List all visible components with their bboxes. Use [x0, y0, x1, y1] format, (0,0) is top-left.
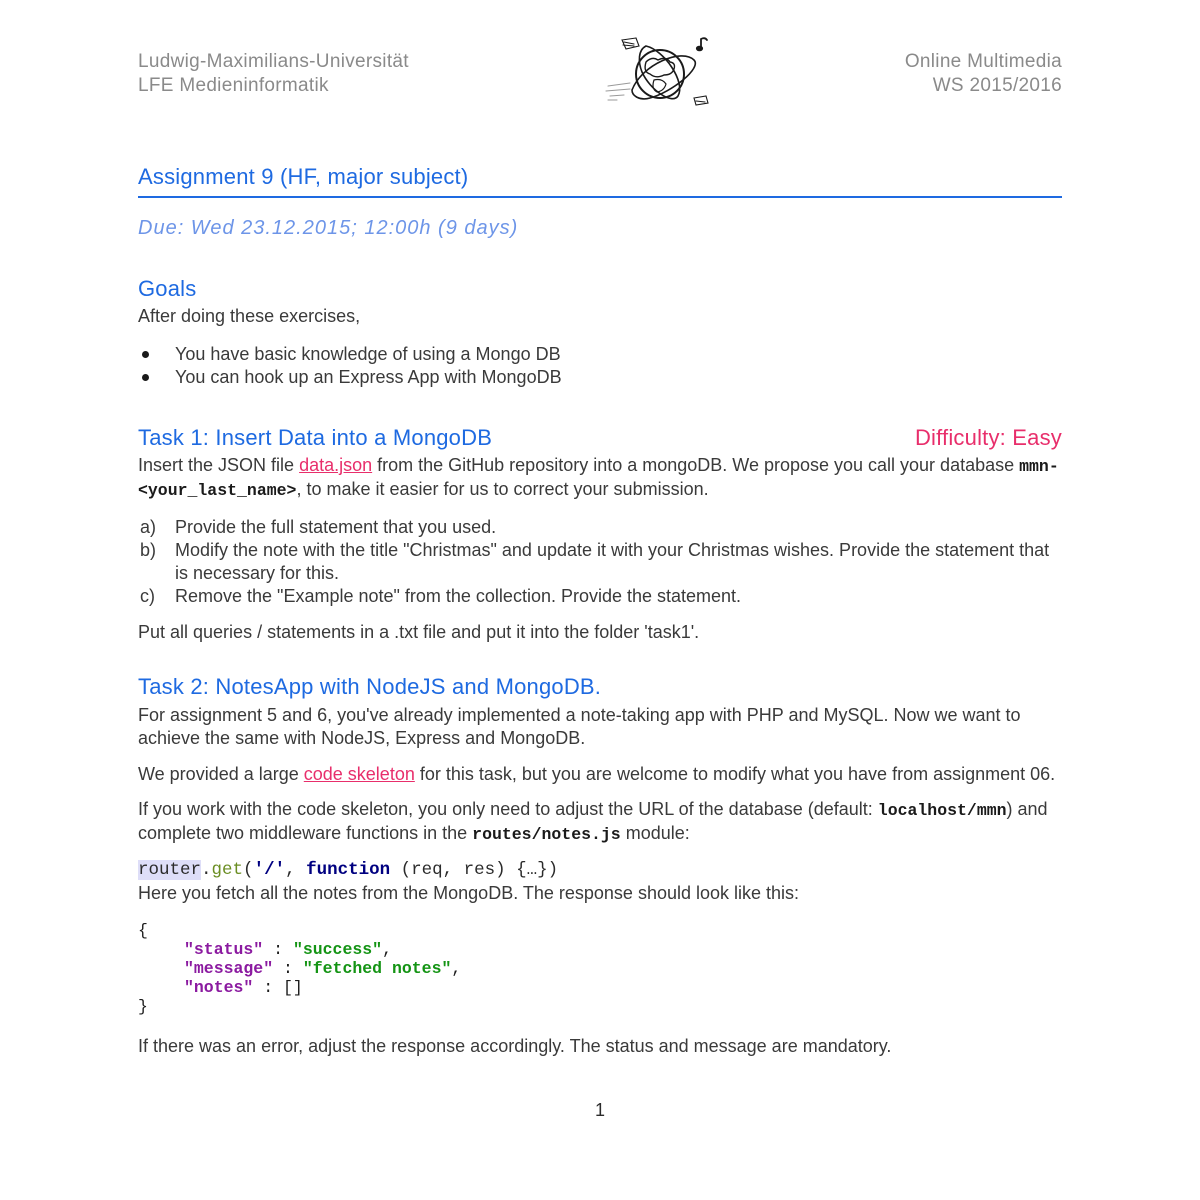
subtask-item-a: [138, 516, 1062, 539]
institution-name: Ludwig-Maximilians-Universität: [138, 51, 409, 72]
goal-text: You can hook up an Express App with MongoDB: [175, 367, 562, 387]
json-key: "status": [184, 940, 264, 959]
course-name: Online Multimedia: [904, 51, 1062, 72]
json-sep: :: [273, 959, 303, 978]
goals-heading: Goals: [138, 276, 197, 301]
task2-heading: Task 2: NotesApp with NodeJS and MongoDB.: [138, 674, 602, 699]
code-skeleton-link[interactable]: code skeleton: [303, 764, 415, 784]
json-punct: ,: [382, 940, 392, 959]
task2-p3-text: ) and complete two middleware functions in the: [138, 799, 1048, 843]
subtask-text: Modify the note with the title "Christmas" and update it with your Christmas wishes. Provide the statement that is necessary for this.: [175, 540, 1050, 583]
task2-p2-text: for this task, but you are welcome to modify what you have from assignment 06.: [414, 764, 1056, 784]
subtask-label: a): [140, 517, 157, 537]
task1-heading-row: [138, 425, 1062, 451]
json-line: [138, 959, 1062, 978]
json-sep: :: [263, 940, 293, 959]
task1-outro: Put all queries / statements in a .txt file and put it into the folder 'task1'.: [138, 622, 700, 642]
json-line: [138, 978, 1062, 997]
db-url-code: localhost/mmn: [877, 801, 1007, 820]
task1-intro-text: , to make it easier for us to correct your submission.: [296, 479, 709, 499]
bullet-icon: [142, 374, 149, 381]
code-keyword-token: function: [306, 860, 391, 880]
semester-label: WS 2015/2016: [932, 75, 1062, 96]
header-right: [905, 50, 1062, 98]
goal-item: [138, 366, 1062, 389]
task1-intro: [138, 454, 1062, 502]
code-caption: Here you fetch all the notes from the MongoDB. The response should look like this:: [138, 883, 800, 903]
task2-paragraph-1: For assignment 5 and 6, you've already implemented a note-taking app with PHP and MySQL. Now we want to achieve the same with NodeJS, Express and MongoDB.: [138, 705, 1021, 748]
router-get-code-line: [138, 859, 1062, 882]
json-value: "success": [292, 940, 383, 959]
task1-subtask-list: [138, 516, 1062, 608]
json-open-brace: {: [138, 921, 148, 940]
goals-list: [138, 343, 1062, 389]
subtask-text: Provide the full statement that you used.: [175, 517, 497, 537]
task2-paragraph-2: [138, 763, 1062, 786]
task1-heading: Task 1: Insert Data into a MongoDB: [138, 425, 493, 450]
database-name-code: mmn-<your_last_name>: [138, 457, 1059, 500]
task1-intro-text: Insert the JSON file: [138, 455, 300, 475]
code-path-token: '/': [253, 860, 286, 880]
task2-p3-text: If you work with the code skeleton, you only need to adjust the URL of the database (default:: [138, 799, 878, 819]
data-json-link[interactable]: data.json: [299, 455, 373, 475]
json-line: [138, 940, 1062, 959]
goal-text: You have basic knowledge of using a Mongo DB: [175, 344, 561, 364]
subtask-item-b: [138, 539, 1062, 585]
task1-difficulty-badge: Difficulty: Easy: [914, 425, 1062, 450]
code-rest-token: (req, res) {…}): [390, 860, 559, 880]
task2-p3-text: module:: [620, 823, 690, 843]
code-object-token: router: [138, 860, 202, 880]
json-key: "message": [184, 959, 274, 978]
json-sep: :: [253, 978, 284, 997]
subtask-item-c: [138, 585, 1062, 608]
document-header: [138, 50, 1062, 116]
page-number: 1: [594, 1100, 605, 1120]
json-key: "notes": [184, 978, 254, 997]
module-path-code: routes/notes.js: [472, 825, 621, 844]
code-punct: ,: [285, 860, 307, 880]
task2-paragraph-3: [138, 798, 1062, 846]
code-punct: (: [243, 860, 254, 880]
assignment-title: Assignment 9 (HF, major subject): [138, 164, 469, 189]
globe-music-logo-icon: [602, 34, 712, 116]
json-punct: ,: [451, 959, 462, 978]
department-name: LFE Medieninformatik: [138, 75, 329, 96]
json-close-brace: }: [138, 997, 148, 1016]
task1-intro-text: from the GitHub repository into a mongoDB. We propose you call your database: [372, 455, 1020, 475]
code-punct: .: [201, 860, 212, 880]
json-punct: []: [283, 978, 303, 997]
json-response-block: [138, 921, 1062, 1016]
task2-outro: If there was an error, adjust the response accordingly. The status and message are mandatory.: [138, 1036, 892, 1056]
task2-p2-text: We provided a large: [138, 764, 304, 784]
goals-intro: After doing these exercises,: [138, 306, 361, 326]
title-underline: [138, 196, 1062, 198]
subtask-label: b): [140, 540, 157, 560]
header-left: [138, 50, 409, 98]
code-method-token: get: [211, 860, 244, 880]
due-date: Due: Wed 23.12.2015; 12:00h (9 days): [138, 217, 519, 239]
subtask-label: c): [140, 586, 155, 606]
goal-item: [138, 343, 1062, 366]
subtask-text: Remove the "Example note" from the collection. Provide the statement.: [175, 586, 742, 606]
bullet-icon: [142, 351, 149, 358]
json-value: "fetched notes": [302, 959, 452, 978]
